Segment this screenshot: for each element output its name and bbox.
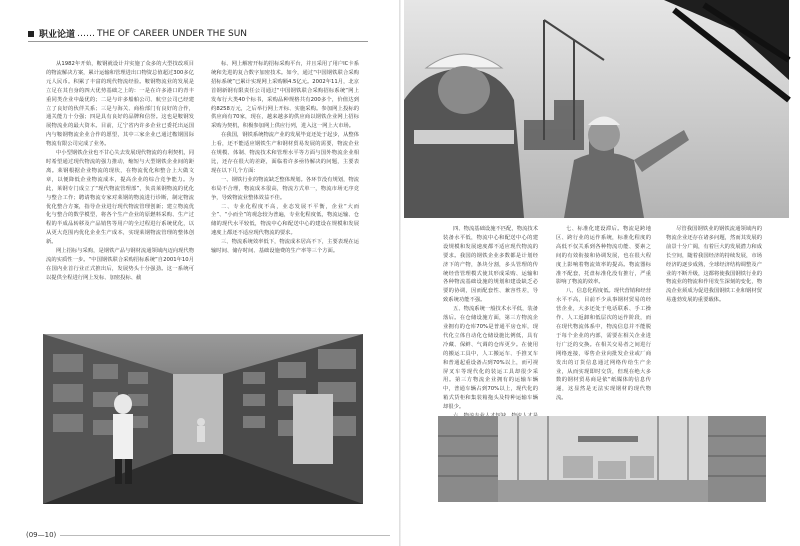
paragraph: 三、物流系统效率低下，物流成本居高不下，主要表现在运输时间、储存时间、基础设施费的生产率等三个方面。 [211,239,359,255]
footer-rule [60,535,390,536]
paragraph: 五、物流系统一般技术水平低，装备落后。在仓储设施方面，第三方物流企业拥有的仓库70%是普通平房仓库，现代化立体自动化仓储设施比例低，具有冷藏、保鲜、气调的仓库更少。在使用的搬运工具中，人工搬运车、手推叉车和普通起重设备占到70%以上，而可视屏叉车等现代化的装运工具却很少采用。第三方物流企业拥有的运输车辆中，普通车辆占到70%以上，现代化的箱式货柜和集装箱拖头及特种运输车辆却很少。 [443,306,538,411]
paragraph: 八、信息化程度低。现代营销和经营水平不高，目前不少从事钢材贸易的经营企业，大多还处于电话联系、手工操作、人工返卸和低层次的运作阶段，而在现代物流体系中，物流信息并不能脱于每个企业的内部，需要在相关企业进行广泛的交换。在相关交易者之间进行网络连接，零售企业向批发企业或厂商发出的订货信息通过网络传给生产企业，从而实现即时交货，但现在绝大多数的钢材贸易商是依“纸媒体的信息传递，这显然是无法实现钢材的现代物流。 [556,288,651,402]
left-column-1 [46,60,194,323]
header-rule [28,41,368,42]
paragraph: 在我国，钢铁系统物流产业的发展毕竟还处于起步，从整体上看，还不能适应钢铁生产和钢材贸易发展的需要，物流企业在规模、体制、物流技术和管理水平等方面与国外物流企业相比，还存在很大的差距，面临着许多亟待解决的问题，主要表现在以下几个方面： [211,132,359,174]
paragraph: 从1982年开始，鞍钢就设计并实施了众多的大型技改项目的物流解决方案，累计运输和管理进出口物资总值超过300多亿元人民币。积累了丰富的现代物流经验。鞍钢物流业的发展是立足在其自身的四大优势基础之上的：一是在许多港口的青丰重同类企业中最优的；二是与许多船舶公司、航空公司已经建立了良好的伙伴关系；三是与海关、商检部门有良好的合作，通关能力十分强；四是具有良好的品牌和信誉。这也是鞍钢发展物流业的最大资本。目前，辽宁省内许多企业已委托出运国内与鞍钢物流企业合作的愿望，其中三家企业已通过鞍钢国际物流有限公司完成了业务。 [46,61,194,148]
port-workers-photo [404,0,789,218]
header-section: 职业论道 [39,30,76,40]
automated-warehouse-photo [438,416,766,502]
paragraph: 网上招标与采购，是钢铁产品与钢材流通领域内迈向现代物流的实质性一步。“中国钢铁联合采购招标系统”自2001年10月在国内业首行业正式推出后，发展势头十分强劲。这一系统可以提供全程进行网上发标、加密投标、截 [46,248,194,281]
left-column-2 [211,60,359,330]
header-square-icon [28,31,34,37]
paragraph: 中小型钢铁企业也不甘心失去发展现代物流的有利契机，同时希望通过现代物流的强力推动，缩短与大型钢铁企业间的距离。莱钢根据企业物流的现状，在物流优化和整合上大做文章，以便降低企业物流成本，提高企业的综合竞争能力。为此，莱钢专门成立了“现代物流管理部”，负责莱钢物流的优化与整合工作；聘请物流专家对莱钢的物流进行诊断，制定物流优化整合方案，指导企业进行现代物流管理创新；建立物流优化与整合的数学模型，将各个生产企业的原燃料采购、生产过程的半成品转移及产品销售等用户的全过程进行系统优化，以从更大范围内优化企业生产成本，实现莱钢物流管理的整体创新。 [46,150,194,246]
right-column-2 [556,225,651,430]
header-english: THE OF CAREER UNDER THE SUN [97,28,248,39]
spine-fold [399,0,401,546]
header-dots: …… [77,28,96,39]
section-header [28,27,247,40]
warehouse-aisle-photo [43,334,363,504]
paragraph: 标、网上解密开标的招标采购平台，并且采用了用户IC卡系统和先进的复合数字加密技术。如今，通过“中国钢铁联合采购招标系统”已累计实现网上采购额4.5亿元。2002年11月，北京首钢新钢有限责任公司通过“中国钢铁联合采购招标系统”网上发布行大类40个标书，采购品种规格共有200多个，价值达到约8258万元，之后举行网上开标、实施采购。参加网上投标的供应商有70家，现在，越来越多的供应商以钢铁企业网上招标采购为契机，积极参加网上供应行列，进入这一网上大市场。 [211,61,359,130]
right-column-1 [443,225,538,430]
paragraph: 七、标准化建设滞后。物流是跨地区、跨行业的运作系统，标准化程度的高低不仅关系到各种物流功能、要素之间的有效衔接和协调发展，也在很大程度上影响着物流效率的提高。物流器标准不配套，托盘标准化没有推行，严重影响了物流的效率。 [556,226,651,286]
paragraph: 尽管我国钢铁业的钢铁流通领域内的物流企业还存在诸多问题，然而其发展的前景十分广阔，有着巨大的发展潜力和成长空间，随着我国经济的持续发展，市场经济的逐步成熟，全球经济结构调整及产业的不断升级，这都将使我国钢铁行业的物流业的物流和作用发生深刻的变化，物流企业须成为促进我国钢铁工业和钢材贸易蓬勃发展的重要载体。 [666,226,762,304]
paragraph: 四、物流基础设施不匹配，物流技术装备水平低，物流中心和配送中心的建设规模和发展速度都不适应现代物流的要求。我国的钢铁企业多数都是计划经济下的产物，条块分割，多头管理的传统经营管理模式使其形成采购、运输和各种物流基础设施的规划和建设缺乏必要的协调，因而配套性、兼容性差，导致系统功能不强。 [443,226,538,304]
page-number: (09—10) [26,531,57,539]
right-column-3 [666,225,762,430]
paragraph: 一、钢铁行业的物流缺乏整体规划。各环节没有规划，物流布局不合理，物流成本很高，物流方式单一，物流市场无序竞争，导致物流业整体效益不佳。 [211,176,359,201]
paragraph: 二、专业化程度不高，业态发展不平衡，企业“大而全”、“小而全”的观念较为普遍，专业化程度低，物流运输、仓储的现代水平较低，物流中心和配送中心的建设在规模和发展速度上都还不适应现代物流的要求。 [211,203,359,237]
